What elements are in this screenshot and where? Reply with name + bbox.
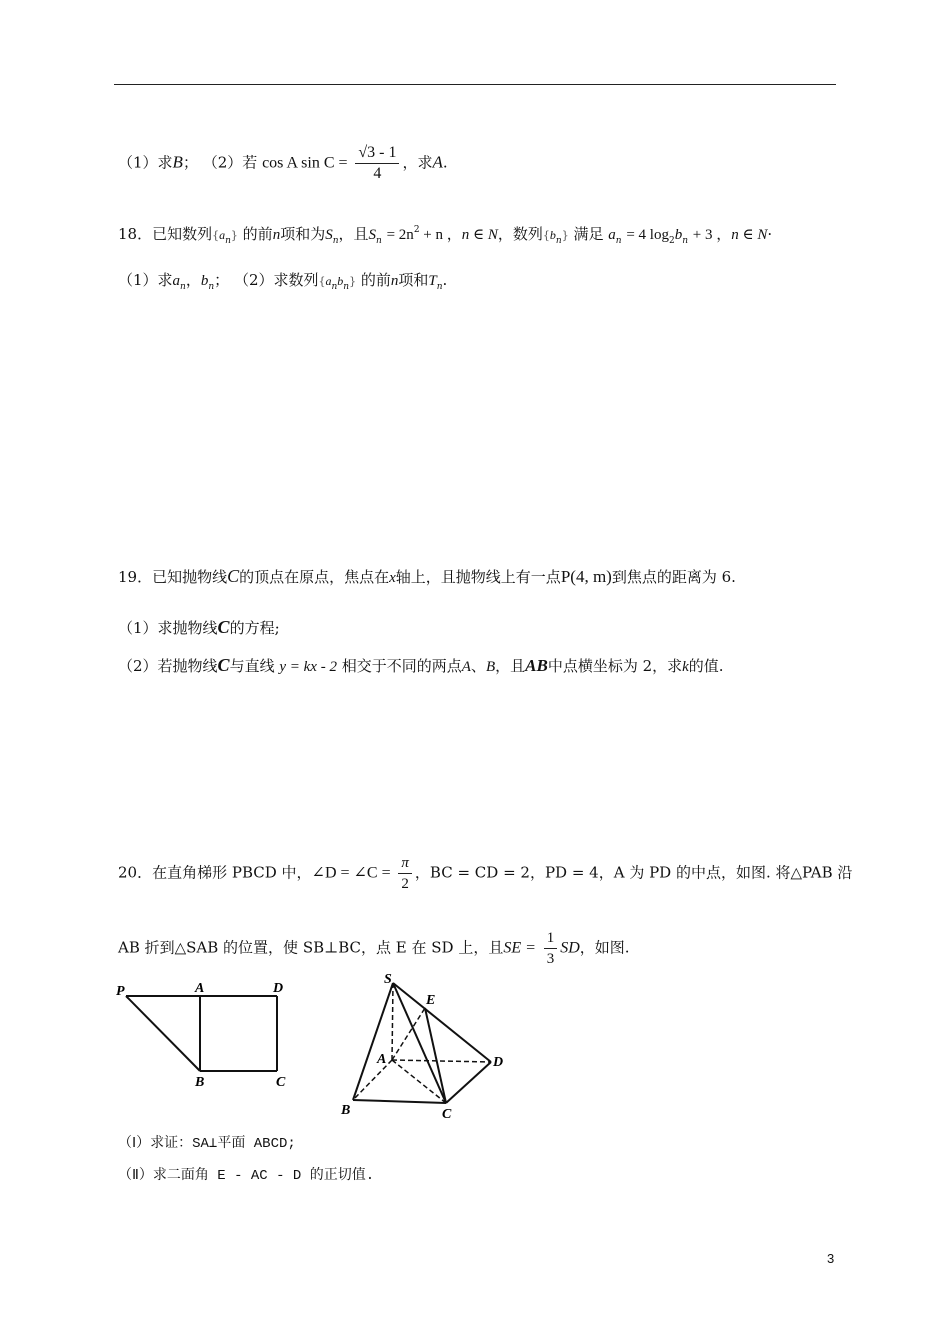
q20-pi-fraction: $\frac{\pi}{2}$: [398, 853, 412, 894]
fig2-label-B: B: [341, 1103, 351, 1118]
header-rule: [114, 84, 836, 85]
fig2-label-A: A: [377, 1052, 387, 1067]
fig2-label-C: C: [442, 1107, 452, 1122]
trapezoid-figure: [110, 978, 300, 1090]
fig1-label-B: B: [195, 1075, 205, 1090]
q19-part1: （1）求抛物线C的方程;: [118, 617, 280, 637]
fig1-label-P: P: [116, 984, 125, 999]
q19-stem: 19．已知抛物线C的顶点在原点，焦点在x轴上，且抛物线上有一点P(4, m)到焦点的距离为 6.: [118, 566, 736, 586]
q20-part1: （Ⅰ）求证：SA⊥平面 ABCD;: [118, 1136, 296, 1152]
fig2-label-S: S: [384, 972, 392, 987]
fig1-label-A: A: [195, 981, 205, 996]
fig1-label-D: D: [273, 981, 284, 996]
fig1-label-C: C: [276, 1075, 286, 1090]
page-number: 3: [827, 1251, 835, 1266]
q19-part2: （2）若抛物线C与直线 y = kx - 2 相交于不同的两点A、B，且AB中点横坐标为 2，求k的值.: [118, 655, 724, 675]
q18-stem: 18．已知数列$\{a_n\}$ 的前n项和为$S_n$，且$S_n = 2n^2 + n$ ，n ∈ N，数列$\{b_n\}$ 满足 $a_n = 4$ $\log_2b_n + 3$ ，n ∈ N·: [118, 225, 773, 246]
q20-third-fraction: $\frac{1}{3}$: [544, 928, 558, 969]
fig2-label-D: D: [493, 1055, 504, 1070]
fig2-label-E: E: [426, 993, 436, 1008]
q20-stem-2: AB 折到△SAB 的位置，使 SB⊥BC，点 E 在 SD 上，且SE = $\frac{1}{3}$ SD，如图.: [118, 930, 630, 967]
pyramid-figure: [335, 970, 510, 1122]
q20-part2: （Ⅱ）求二面角 E - AC - D 的正切值.: [118, 1168, 375, 1184]
q20-stem: 20．在直角梯形 PBCD 中，∠D = ∠C = $\frac{\pi}{2}$ ，BC = CD = 2，PD = 4，A 为 PD 的中点，如图. 将△PAB 沿: [118, 855, 853, 892]
q17-parts: （1）求B； （2）若 cos A sin C = $\frac{√3 - 1}{4}$ ，求A.: [118, 144, 448, 182]
q17-fraction: $\frac{√3 - 1}{4}$: [355, 143, 399, 184]
q18-parts: （1）求$a_n$，$b_n$； （2）求数列$\{a_nb_n\}$ 的前n项和$T_n$.: [118, 271, 448, 292]
